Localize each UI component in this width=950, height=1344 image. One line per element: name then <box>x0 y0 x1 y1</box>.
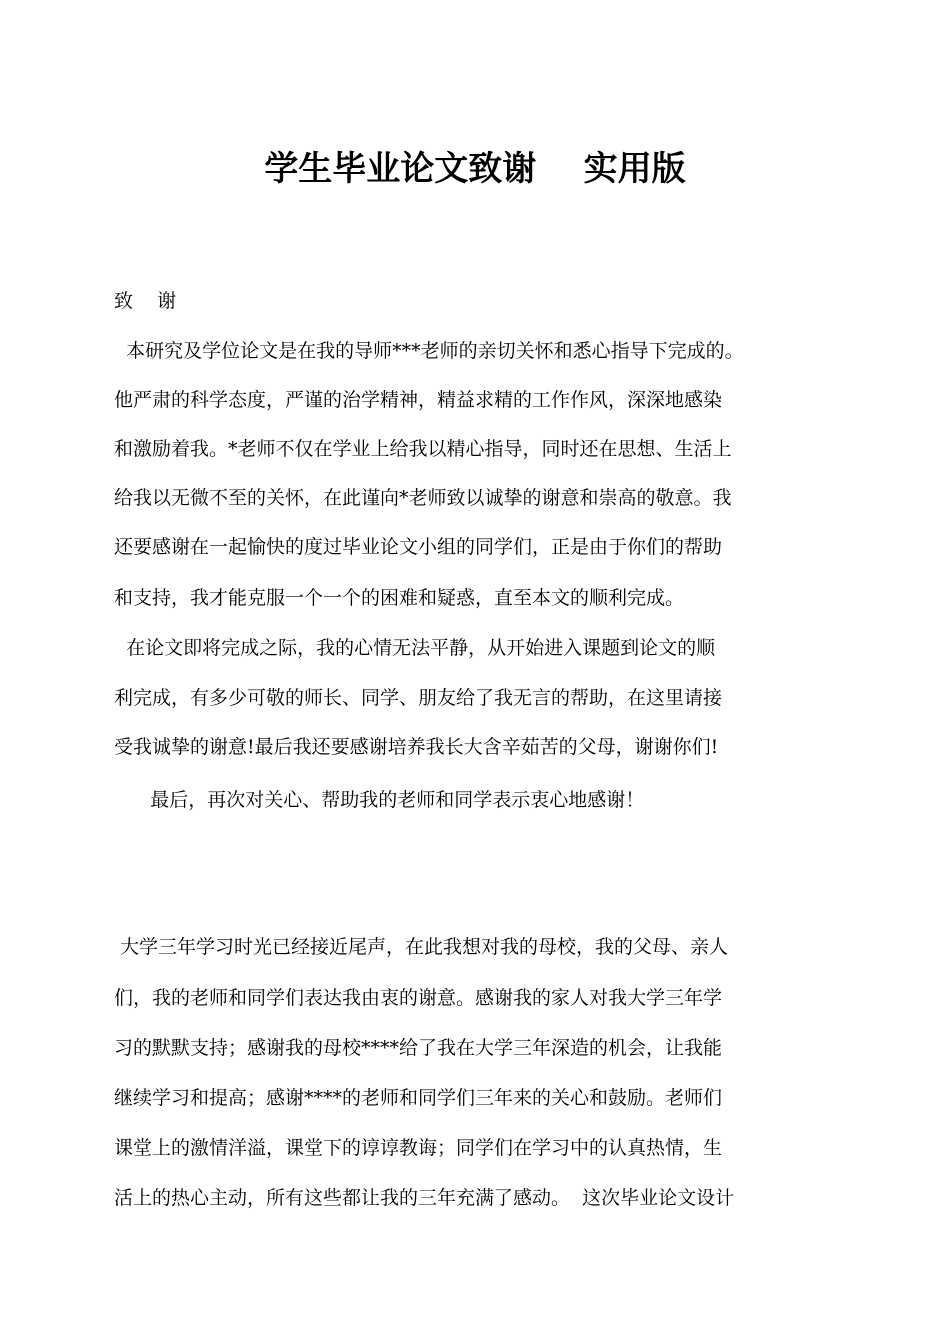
paragraph-line: 和激励着我。*老师不仅在学业上给我以精心指导，同时还在思想、生活上 <box>114 438 732 460</box>
paragraph-line: 活上的热心主动，所有这些都让我的三年充满了感动。 这次毕业论文设计 <box>114 1187 735 1209</box>
paragraph-line: 本研究及学位论文是在我的导师***老师的亲切关怀和悉心指导下完成的。 <box>114 340 744 362</box>
paragraph-line: 们，我的老师和同学们表达我由衷的谢意。感谢我的家人对我大学三年学 <box>114 987 723 1009</box>
paragraph-line: 在论文即将完成之际，我的心情无法平静，从开始进入课题到论文的顺 <box>114 637 716 659</box>
paragraph-line: 和支持，我才能克服一个一个的困难和疑惑，直至本文的顺利完成。 <box>114 587 685 609</box>
paragraph-line: 他严肃的科学态度，严谨的治学精神，精益求精的工作作风，深深地感染 <box>114 389 723 411</box>
paragraph-line: 继续学习和提高；感谢****的老师和同学们三年来的关心和鼓励。老师们 <box>114 1087 723 1109</box>
paragraph-line: 课堂上的激情洋溢，课堂下的谆谆教诲；同学们在学习中的认真热情，生 <box>114 1137 723 1159</box>
paragraph-line: 习的默默支持；感谢我的母校****给了我在大学三年深造的机会，让我能 <box>114 1037 723 1059</box>
paragraph-line: 最后，再次对关心、帮助我的老师和同学表示衷心地感谢！ <box>114 789 645 811</box>
paragraph-line: 利完成，有多少可敬的师长、同学、朋友给了我无言的帮助，在这里请接 <box>114 687 723 709</box>
paragraph-line: 大学三年学习时光已经接近尾声，在此我想对我的母校，我的父母、亲人 <box>114 936 729 958</box>
paragraph-line: 还要感谢在一起愉快的度过毕业论文小组的同学们，正是由于你们的帮助 <box>114 536 723 558</box>
paragraph-line: 给我以无微不至的关怀，在此谨向*老师致以诚挚的谢意和崇高的敬意。我 <box>114 487 732 509</box>
paragraph-line: 受我诚挚的谢意!最后我还要感谢培养我长大含辛茹苦的父母，谢谢你们! <box>114 736 719 758</box>
section-heading: 致 谢 <box>114 290 177 312</box>
page-title: 学生毕业论文致谢 实用版 <box>264 149 686 189</box>
